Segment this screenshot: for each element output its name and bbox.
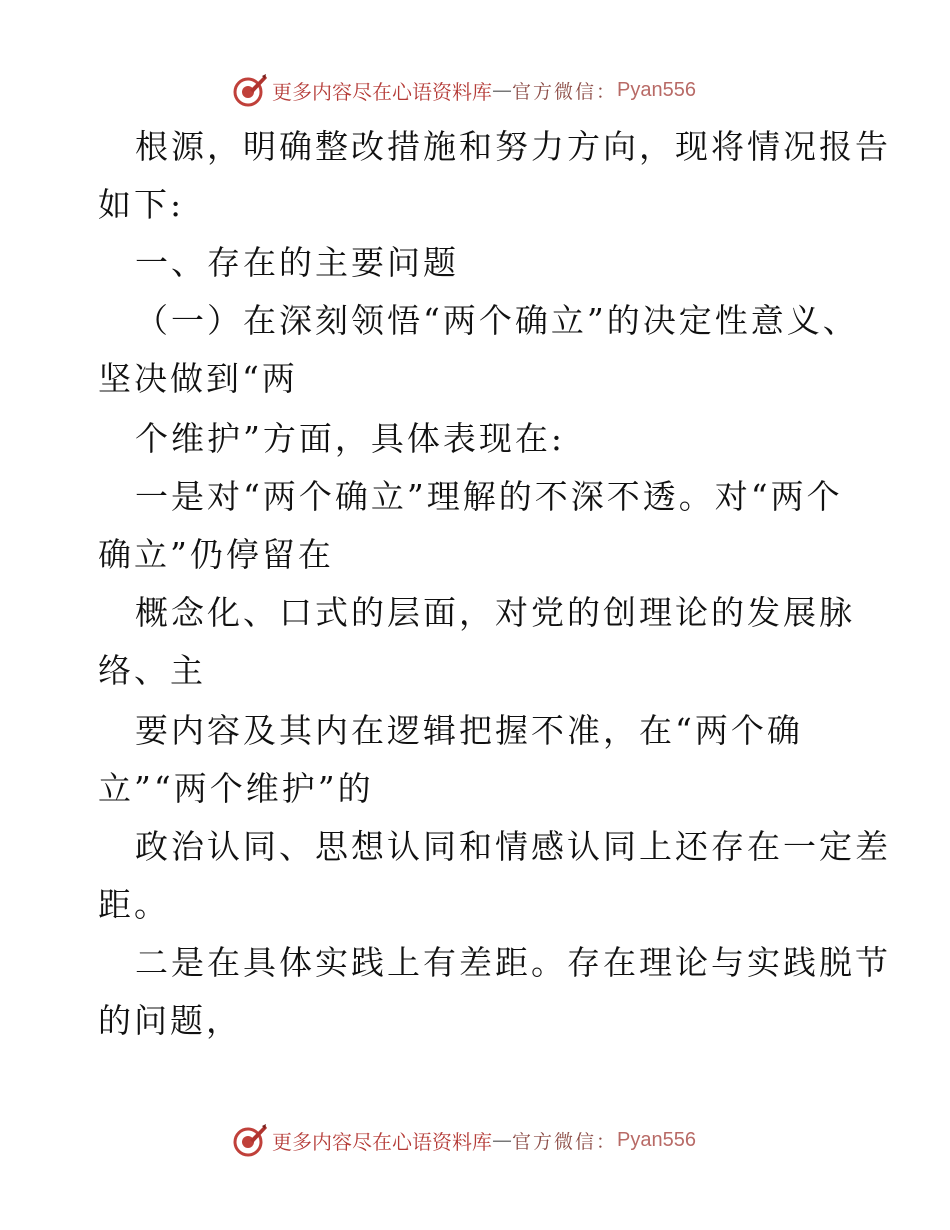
header-brand-text: 更多内容尽在心语资料库 bbox=[272, 79, 492, 104]
header-wechat-id: Pyan556 bbox=[617, 78, 696, 101]
brand-logo-icon bbox=[232, 1122, 268, 1158]
body-line: 概念化、口式的层面，对党的创理论的发展脉 bbox=[135, 593, 855, 632]
footer-official-label: 官方微信： bbox=[512, 1130, 618, 1153]
footer-brand-text: 更多内容尽在心语资料库 bbox=[272, 1129, 492, 1154]
footer-dash: — bbox=[492, 1128, 512, 1152]
body-line: 根源，明确整改措施和努力方向，现将情况报告 bbox=[135, 127, 891, 166]
section-heading: 一、存在的主要问题 bbox=[135, 243, 459, 282]
subsection-heading: （一）在深刻领悟“两个确立”的决定性意义、 bbox=[135, 301, 859, 340]
header-dash: — bbox=[492, 78, 512, 102]
body-line: 络、主 bbox=[98, 651, 206, 690]
body-line: 要内容及其内在逻辑把握不准，在“两个确 bbox=[135, 711, 803, 750]
body-line: 的问题， bbox=[98, 1001, 242, 1040]
body-line: 如下: bbox=[98, 185, 185, 224]
body-line: 二是在具体实践上有差距。存在理论与实践脱节 bbox=[135, 943, 891, 982]
header-official-label: 官方微信： bbox=[512, 80, 618, 103]
footer-wechat-id: Pyan556 bbox=[617, 1128, 696, 1151]
body-line: 立”“两个维护”的 bbox=[98, 769, 374, 808]
body-line: 距。 bbox=[98, 885, 170, 924]
brand-logo-icon bbox=[232, 72, 268, 108]
footer-banner bbox=[0, 1120, 950, 1160]
body-line: 坚决做到“两 bbox=[98, 359, 298, 398]
body-line: 政治认同、思想认同和情感认同上还存在一定差 bbox=[135, 827, 891, 866]
body-line: 个维护”方面，具体表现在: bbox=[135, 419, 565, 458]
body-line: 一是对“两个确立”理解的不深不透。对“两个 bbox=[135, 477, 843, 516]
header-banner bbox=[0, 70, 950, 110]
body-line: 确立”仍停留在 bbox=[98, 535, 334, 574]
